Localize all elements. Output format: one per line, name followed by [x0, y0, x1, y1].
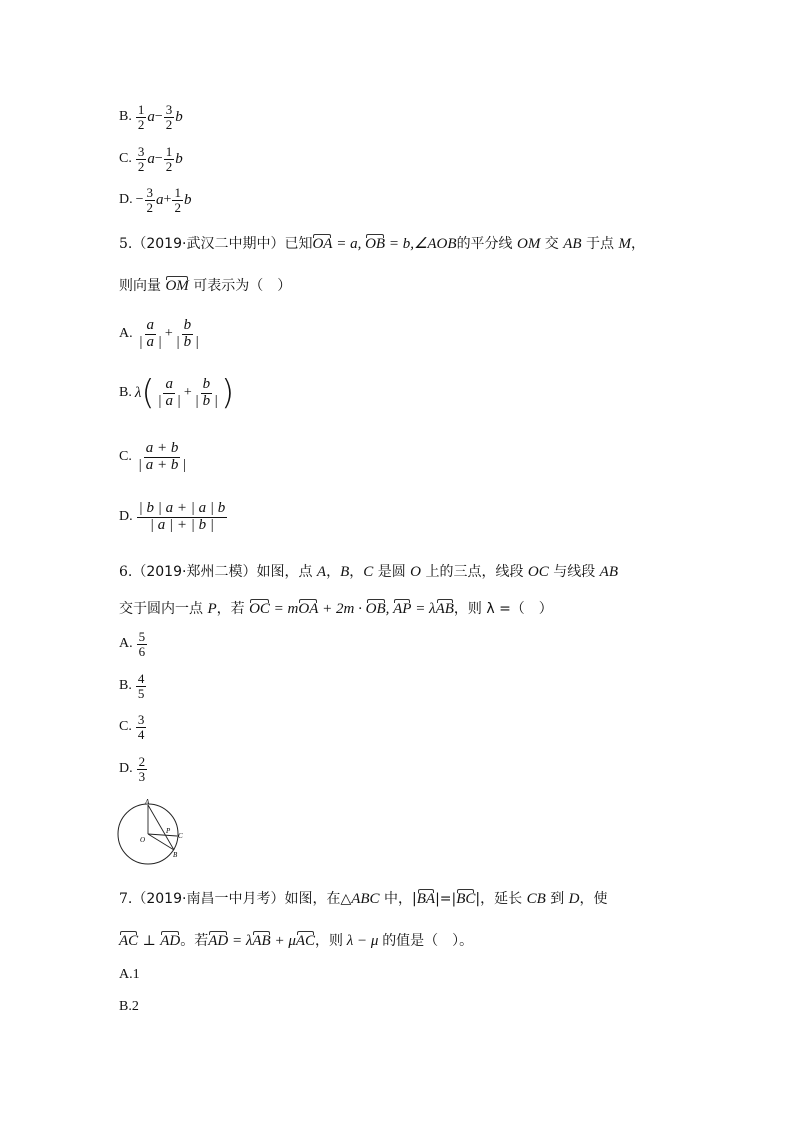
q5-option-c: C. $\frac{a + b}{| a + b |}$	[119, 440, 187, 473]
q4-option-d: D. − $\frac{3}{2}$ a + $\frac{1}{2}$ b	[119, 185, 192, 215]
fraction: $\frac{1}{2}$	[165, 144, 173, 174]
q6-option-c: C. $\frac{3}{4}$	[119, 712, 145, 742]
q4-option-b: B. $\frac{1}{2}$ a − $\frac{3}{2}$ b	[119, 102, 183, 132]
q7-option-b: B.2	[119, 999, 139, 1014]
fraction: $\frac{a}{| a |}$	[157, 375, 181, 409]
circle-figure	[116, 798, 188, 868]
left-paren: (	[141, 373, 155, 413]
fraction: $\frac{1}{2}$	[137, 102, 145, 132]
segment-oc	[148, 834, 177, 836]
fraction: $\frac{a + b}{| a + b |}$	[137, 440, 187, 473]
fraction: $\frac{4}{5}$	[137, 671, 145, 701]
label-o: O	[140, 836, 146, 844]
fraction: $\frac{b}{| b |}$	[194, 375, 219, 409]
q5-option-a: A. $\frac{a}{| a |}$ + $\frac{b}{| b |}$	[119, 317, 200, 350]
right-paren: )	[221, 373, 235, 413]
label-a: A	[145, 798, 150, 806]
q7-stem-line1: 7.（2019·南昌一中月考）如图，在△ABC 中，|BA|=|BC|，延长 CB 到 D，使	[119, 891, 608, 907]
q5-option-d: D. $\frac{| b | a + | a | b}{| a | + | b |}$	[119, 500, 226, 533]
fraction: $\frac{b}{| b |}$	[175, 317, 200, 350]
label-b: B	[173, 851, 178, 859]
q6-stem-line1: 6.（2019·郑州二模）如图，点 A，B，C 是圆 O 上的三点，线段 OC 与线段 AB	[119, 564, 618, 580]
q7-option-a: A.1	[119, 967, 140, 982]
q6-option-a: A. $\frac{5}{6}$	[119, 629, 146, 659]
fraction: $\frac{2}{3}$	[138, 754, 146, 784]
q6-option-d: D. $\frac{2}{3}$	[119, 754, 146, 784]
fraction: $\frac{5}{6}$	[138, 629, 146, 659]
segment-ob	[148, 834, 174, 850]
fraction: $\frac{| b | a + | a | b}{| a | + | b |}$	[138, 500, 226, 533]
fraction: $\frac{3}{2}$	[137, 144, 145, 174]
q4-option-c: C. $\frac{3}{2}$ a − $\frac{1}{2}$ b	[119, 144, 183, 174]
q5-option-b: B. λ ( $\frac{a}{| a |}$ + $\frac{b}{| b |}$ )	[119, 373, 235, 413]
q5-stem-line2: 则向量 OM 可表示为（ ）	[119, 278, 292, 294]
label-p: P	[166, 827, 171, 835]
fraction: $\frac{a}{| a |}$	[138, 317, 162, 350]
fraction: $\frac{1}{2}$	[174, 185, 181, 215]
q7-stem-line2: AC ⊥ AD。若AD = λAB + μAC，则 λ − μ 的值是（ ）。	[119, 933, 474, 949]
q5-stem-line1: 5.（2019·武汉二中期中）已知OA = a, OB = b,∠AOB的平分线 OM 交 AB 于点 M，	[119, 236, 645, 252]
label-c: C	[178, 832, 183, 840]
fraction: $\frac{3}{2}$	[165, 102, 173, 132]
q6-option-b: B. $\frac{4}{5}$	[119, 671, 145, 701]
fraction: $\frac{3}{2}$	[146, 185, 154, 215]
q6-stem-line2: 交于圆内一点 P，若 OC = mOA + 2m · OB, AP = λAB，则 λ =（ ）	[119, 601, 553, 617]
fraction: $\frac{3}{4}$	[137, 712, 145, 742]
